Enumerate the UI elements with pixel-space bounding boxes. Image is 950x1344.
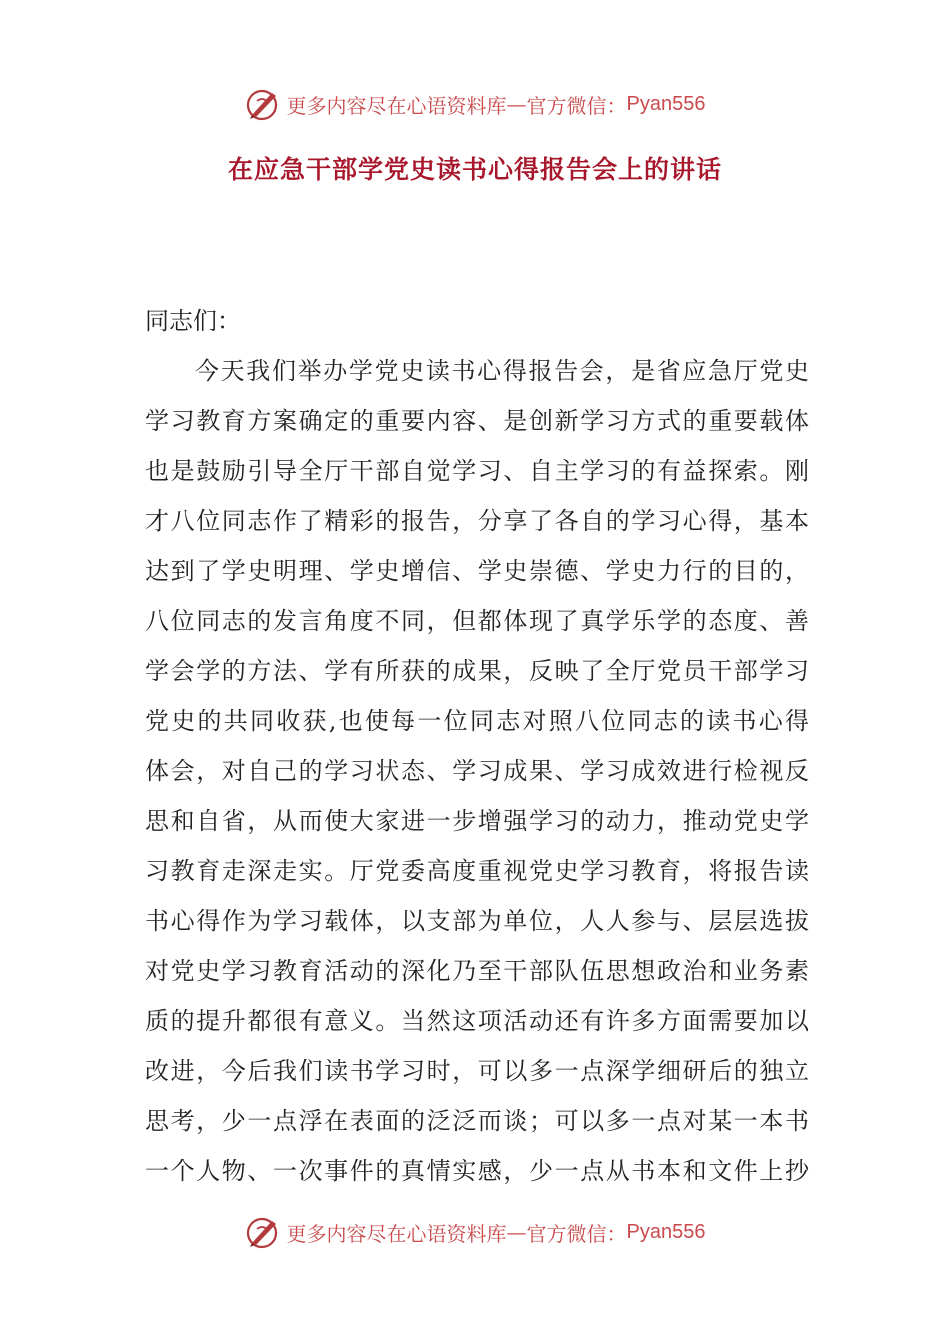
body-line: 也是鼓励引导全厅干部自觉学习、自主学习的有益探索。刚	[145, 457, 809, 485]
body-line: 思和自省，从而使大家进一步增强学习的动力，推动党史学	[145, 807, 809, 835]
banner-wechat-id: Pyan556	[626, 92, 706, 115]
footer-banner	[0, 1212, 950, 1252]
header-banner	[0, 84, 950, 124]
body-line: 学习教育方案确定的重要内容、是创新学习方式的重要载体	[145, 407, 809, 435]
banner-wechat-id: Pyan556	[626, 1220, 706, 1243]
pen-logo-icon	[245, 1215, 281, 1249]
body-line: 学会学的方法、学有所获的成果，反映了全厅党员干部学习	[145, 657, 809, 685]
pen-logo-icon	[245, 87, 281, 121]
body-line: 才八位同志作了精彩的报告，分享了各自的学习心得，基本	[145, 507, 809, 535]
banner-text: 更多内容尽在心语资料库	[286, 1221, 507, 1246]
banner-wechat-label: 官方微信：	[526, 93, 627, 118]
body-line: 对党史学习教育活动的深化乃至干部队伍思想政治和业务素	[145, 957, 809, 985]
salutation: 同志们：	[145, 307, 241, 335]
body-line: 八位同志的发言角度不同，但都体现了真学乐学的态度、善	[145, 607, 809, 635]
document-body	[145, 296, 809, 1196]
banner-dash: —	[506, 1220, 527, 1244]
banner-text: 更多内容尽在心语资料库	[286, 93, 507, 118]
body-line: 达到了学史明理、学史增信、学史崇德、学史力行的目的，	[145, 557, 809, 585]
body-line: 一个人物、一次事件的真情实感，少一点从书本和文件上抄	[145, 1157, 809, 1185]
body-line: 体会，对自己的学习状态、学习成果、学习成效进行检视反	[145, 757, 809, 785]
body-line: 习教育走深走实。厅党委高度重视党史学习教育，将报告读	[145, 857, 809, 885]
document-title: 在应急干部学党史读书心得报告会上的讲话	[227, 155, 722, 184]
banner-wechat-label: 官方微信：	[526, 1221, 627, 1246]
banner-dash: —	[506, 92, 527, 116]
body-line: 思考，少一点浮在表面的泛泛而谈；可以多一点对某一本书	[145, 1107, 809, 1135]
body-line: 改进，今后我们读书学习时，可以多一点深学细研后的独立	[145, 1057, 809, 1085]
body-line: 质的提升都很有意义。当然这项活动还有许多方面需要加以	[145, 1007, 809, 1035]
body-line: 书心得作为学习载体，以支部为单位，人人参与、层层选拔	[145, 907, 809, 935]
body-line: 党史的共同收获,也使每一位同志对照八位同志的读书心得	[145, 707, 809, 735]
body-line: 今天我们举办学党史读书心得报告会，是省应急厅党史	[195, 357, 809, 385]
